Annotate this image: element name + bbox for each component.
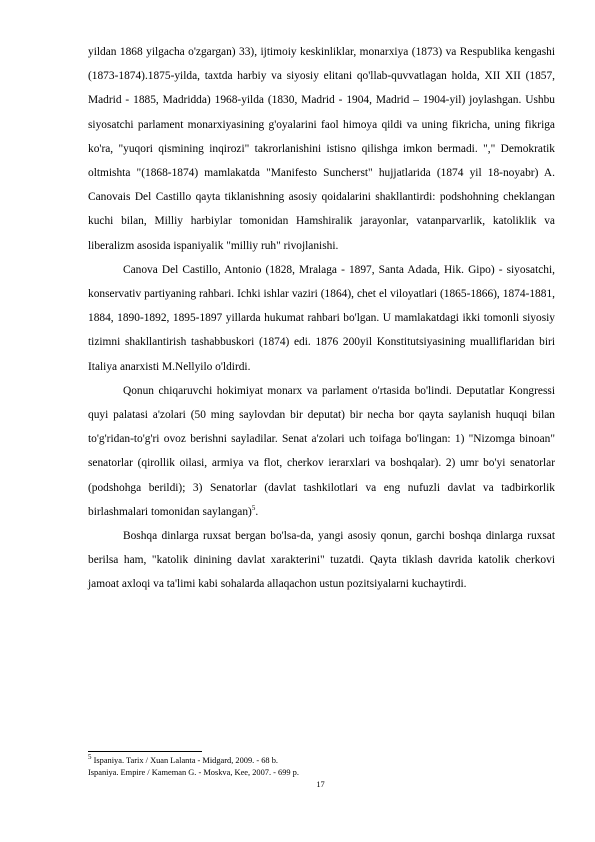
paragraph-3-text: Qonun chiqaruvchi hokimiyat monarx va parlament o'rtasida bo'lindi. Deputatlar Kongressi quyi palatasi a'zolari (50 ming saylovdan bir deputat) bir necha bor qayta saylanish huquqi bilan to'g'ridan-to'g'ri ovoz berishni sayladilar. Senat a'zolari uch toifaga bo'lingan: 1) "Nizomga binoan" senatorlar (qirollik oilasi, armiya va flot, cherkov ierarxlari va boshqalar). 2) umr bo'yi senatorlar (podshohga berildi); 3) Senatorlar (davlat tashkilotlari va eng nufuzli davlat va tadbirkorlik birlashmalari tomonidan saylangan) <box>88 384 555 518</box>
footnote-text: Ispaniya. Tarix / Xuan Lalanta - Midgard, 2009. - 68 b. <box>91 756 278 765</box>
footnote-separator <box>88 751 202 752</box>
paragraph-1: yildan 1868 yilgacha o'zgargan) 33), ijtimoiy keskinliklar, monarxiya (1873) va Respublika kengashi (1873-1874).1875-yilda, taxtda harbiy va siyosiy elitani qo'llab-quvvatlagan holda, XII XII (1857, Madrid - 1885, Madridda) 1968-yilda (1830, Madrid - 1904, Madrid – 1904-yil) joylashgan. Ushbu siyosatchi parlament monarxiyasining g'oyalarini faol himoya qildi va uning fikricha, uning fikriga ko'ra, "yuqori qismining inqirozi" takrorlanishini istisno qilishga imkon bermadi. "," Demokratik oltmishta "(1868-1874) mamlakatda "Manifesto Suncherst" hujjatlarida (1874 yil 18-noyabr) A. Canovais Del Castillo qayta tiklanishning asosiy qoidalarini shakllantirdi: podshohning cheklangan kuchi bilan, Milliy harbiylar tomonidan Hamshiralik jarayonlar, vatanparvarlik, katoliklik va liberalizm asosida ispaniyalik "milliy ruh" rivojlanishi. <box>88 46 555 252</box>
footnote-text: Ispaniya. Empire / Kameman G. - Moskva, Kee, 2007. - 699 p. <box>88 768 299 777</box>
footnote-1 <box>88 755 555 767</box>
document-body <box>88 40 555 597</box>
footnotes <box>88 755 555 779</box>
paragraph-2: Canova Del Castillo, Antonio (1828, Mralaga - 1897, Santa Adada, Hik. Gipo) - siyosatchi, konservativ partiyaning rahbari. Ichki ishlar vaziri (1864), chet el viloyatlari (1865-1866), 1874-1881, 1884, 1890-1892, 1895-1897 yillarda hukumat rahbari bo'lgan. U mamlakatdagi ikki tomonli siyosiy tizimni shakllantirish tashabbuskori (1874) edi. 1876 200yil Konstitutsiyasining mualliflaridan biri Italiya anarxisti M.Nellyilo o'ldirdi. <box>88 263 555 373</box>
page-number <box>0 780 595 789</box>
paragraph-3: Qonun chiqaruvchi hokimiyat monarx va parlament o'rtasida bo'lindi. Deputatlar Kongressi quyi palatasi a'zolari (50 ming saylovdan bir deputat) bir necha bor qayta saylanish huquqi bilan to'g'ridan-to'g'ri ovoz berishni sayladilar. Senat a'zolari uch toifaga bo'lingan: 1) "Nizomga binoan" senatorlar (qirollik oilasi, armiya va flot, cherkov ierarxlari va boshqalar). 2) umr bo'yi senatorlar (podshohga berildi); 3) Senatorlar (davlat tashkilotlari va eng nufuzli davlat va tadbirkorlik birlashmalari tomonidan saylangan)$^5$. <box>88 384 555 518</box>
paragraph-4: Boshqa dinlarga ruxsat bergan bo'lsa-da, yangi asosiy qonun, garchi boshqa dinlarga ruxsat berilsa ham, "katolik dinining davlat xarakterini" tuzatdi. Qayta tiklash davrida katolik cherkovi jamoat axloqi va ta'limi kabi sohalarda allaqachon ustun pozitsiyalarni kuchaytirdi. <box>88 530 555 591</box>
footnote-2 <box>88 767 555 779</box>
footnote-mark: 5 <box>88 753 92 762</box>
footnote-reference[interactable]: 5 <box>251 504 256 513</box>
page-number-text: 17 <box>316 780 325 789</box>
